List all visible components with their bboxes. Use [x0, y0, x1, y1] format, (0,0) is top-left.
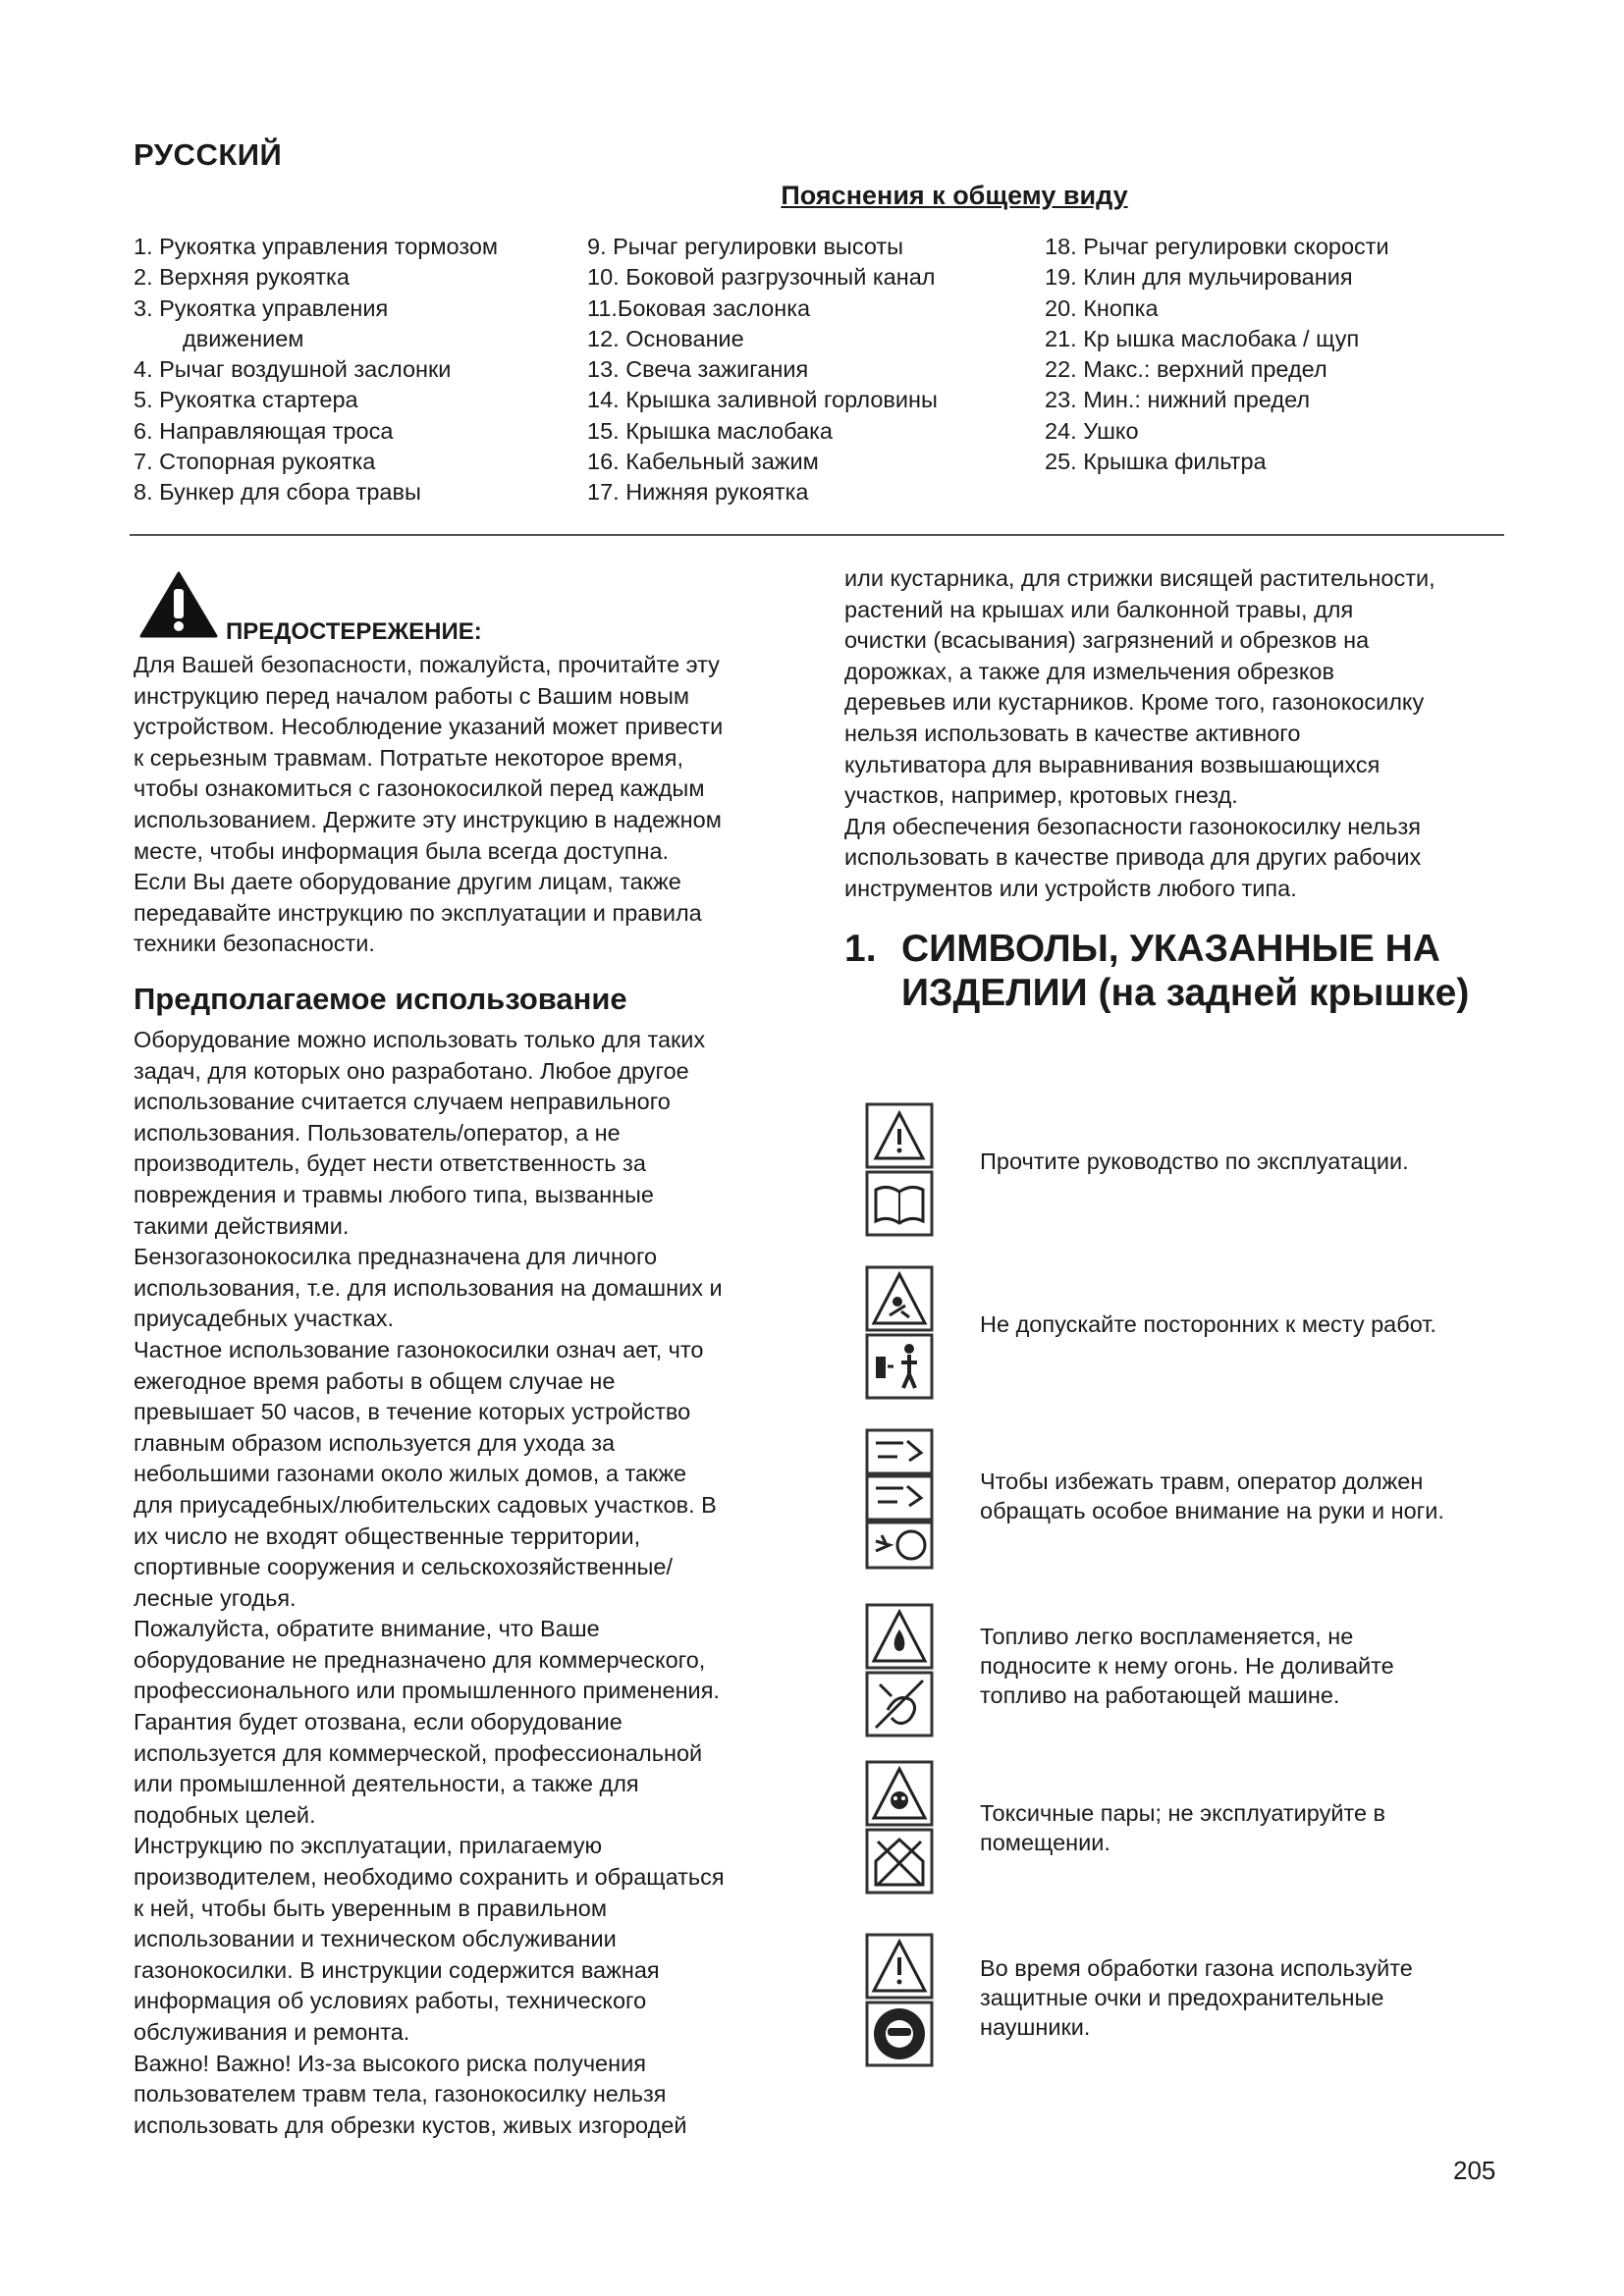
- legend-item: 14. Крышка заливной горловины: [587, 387, 938, 413]
- section-divider: [130, 534, 1504, 536]
- hands-feet-hazard-icon: [864, 1427, 935, 1571]
- read-manual-icon: [864, 1101, 935, 1239]
- legend-item: 19. Клин для мульчирования: [1045, 264, 1353, 291]
- text-line: обращать особое внимание на руки и ноги.: [980, 1498, 1444, 1523]
- text-line: использования. Пользователь/оператор, а не: [134, 1119, 621, 1146]
- page-number: 205: [1453, 2156, 1496, 2185]
- text-line: Инструкцию по эксплуатации, прилагаемую: [134, 1833, 603, 1859]
- text-line: повреждения и травмы любого типа, вызванные: [134, 1181, 654, 1207]
- text-line: наушники.: [980, 2014, 1091, 2040]
- text-line: инструментов или устройств любого типа.: [844, 875, 1297, 901]
- toxic-fumes-icon: [864, 1759, 935, 1896]
- legend-item: 9. Рычаг регулировки высоты: [587, 234, 904, 259]
- text-line: задач, для которых оно разработано. Любое другое: [134, 1057, 689, 1084]
- symbol-description: [980, 1147, 1510, 1176]
- legend-item: 5. Рукоятка стартера: [134, 387, 358, 413]
- text-line: Прочтите руководство по эксплуатации.: [980, 1148, 1409, 1174]
- text-line: дорожках, а также для измельчения обрезков: [844, 658, 1334, 684]
- text-line: использование считается случаем неправильного: [134, 1089, 671, 1115]
- legend-item: 11.Боковая заслонка: [587, 294, 811, 321]
- legend-column-2: [587, 232, 938, 508]
- legend-item: 16. Кабельный зажим: [587, 449, 819, 475]
- text-line: газонокосилки. В инструкции содержится важная: [134, 1956, 660, 1983]
- legend-item: 25. Крышка фильтра: [1045, 449, 1267, 475]
- legend-column-3: [1045, 232, 1389, 477]
- text-line: Чтобы избежать травм, оператор должен: [980, 1468, 1424, 1494]
- text-line: или кустарника, для стрижки висящей растительности,: [844, 565, 1435, 591]
- text-line: спортивные сооружения и сельскохозяйственные/: [134, 1554, 673, 1580]
- text-line: Оборудование можно использовать только для таких: [134, 1027, 706, 1052]
- text-line: для приусадебных/любительских садовых участков. В: [134, 1491, 717, 1518]
- text-line: использовать в качестве привода для других рабочих: [844, 844, 1422, 871]
- text-line: Гарантия будет отозвана, если оборудование: [134, 1709, 623, 1735]
- text-line: культиватора для выравнивания возвышающихся: [844, 751, 1380, 777]
- legend-item: 15. Крышка маслобака: [587, 417, 833, 444]
- text-line: профессионального или промышленного применения.: [134, 1678, 720, 1704]
- continuation-paragraph: [844, 563, 1508, 905]
- text-line: оборудование не предназначено для коммерческого,: [134, 1646, 706, 1673]
- text-line: Во время обработки газона используйте: [980, 1955, 1413, 1981]
- symbol-description: [980, 1953, 1510, 2042]
- legend-item: движением: [183, 325, 304, 351]
- legend-item: 2. Верхняя рукоятка: [134, 264, 350, 291]
- intended-use-paragraph: [134, 1025, 791, 2141]
- symbol-description: [980, 1309, 1510, 1339]
- legend-item: 13. Свеча зажигания: [587, 356, 809, 383]
- warning-paragraph: [134, 650, 791, 960]
- text-line: защитные очки и предохранительные: [980, 1985, 1384, 2010]
- text-line: месте, чтобы информация была всегда доступна.: [134, 837, 670, 864]
- text-line: главным образом используется для ухода за: [134, 1429, 616, 1456]
- text-line: к ней, чтобы быть уверенным в правильном: [134, 1895, 607, 1921]
- text-line: участков, например, кротовых гнезд.: [844, 782, 1238, 809]
- text-line: обслуживания и ремонта.: [134, 2019, 410, 2045]
- text-line: растений на крышах или балконной травы, для: [844, 596, 1354, 622]
- text-line: инструкцию перед началом работы с Вашим новым: [134, 682, 690, 709]
- text-line: Токсичные пары; не эксплуатируйте в: [980, 1800, 1386, 1826]
- legend-item: 8. Бункер для сбора травы: [134, 479, 421, 506]
- text-line: чтобы ознакомиться с газонокосилкой перед каждым: [134, 775, 705, 802]
- legend-item: 6. Направляющая троса: [134, 417, 394, 444]
- symbol-description: [980, 1622, 1510, 1710]
- text-line: Частное использование газонокосилки означ ает, что: [134, 1336, 704, 1362]
- text-line: Бензогазонокосилка предназначена для личного: [134, 1244, 658, 1270]
- text-line: использования, т.е. для использования на домашних и: [134, 1274, 723, 1301]
- legend-item: 21. Кр ышка маслобака / щуп: [1045, 325, 1360, 351]
- legend-item: 7. Стопорная рукоятка: [134, 449, 376, 475]
- symbol-description: [980, 1798, 1510, 1857]
- text-line: к серьезным травмам. Потратьте некоторое время,: [134, 744, 683, 771]
- text-line: Топливо легко воспламеняется, не: [980, 1624, 1354, 1649]
- text-line: используется для коммерческой, профессиональной: [134, 1739, 703, 1766]
- text-line: ежегодное время работы в общем случае не: [134, 1367, 616, 1394]
- flammable-fuel-icon: [864, 1602, 935, 1739]
- legend-item: 22. Макс.: верхний предел: [1045, 356, 1327, 383]
- warning-triangle-icon: [139, 571, 218, 638]
- legend-item: 23. Мин.: нижний предел: [1045, 387, 1311, 413]
- text-line: Для Вашей безопасности, пожалуйста, прочитайте эту: [134, 652, 720, 677]
- legend-item: 20. Кнопка: [1045, 294, 1159, 321]
- text-line: Если Вы даете оборудование другим лицам, также: [134, 869, 681, 895]
- keep-bystanders-away-icon: [864, 1264, 935, 1402]
- text-line: Пожалуйста, обратите внимание, что Ваше: [134, 1616, 600, 1642]
- text-line: использованием. Держите эту инструкцию в надежном: [134, 806, 722, 832]
- text-line: использовании и техническом обслуживании: [134, 1926, 617, 1952]
- text-line: подносите к нему огонь. Не доливайте: [980, 1653, 1394, 1679]
- legend-item: 18. Рычаг регулировки скорости: [1045, 234, 1389, 259]
- text-line: приусадебных участках.: [134, 1306, 395, 1332]
- text-line: нельзя использовать в качестве активного: [844, 720, 1301, 746]
- text-line: или промышленной деятельности, а также для: [134, 1771, 639, 1797]
- text-line: использовать для обрезки кустов, живых изгородей: [134, 2111, 687, 2138]
- text-line: лесные угодья.: [134, 1584, 297, 1611]
- legend-item: 1. Рукоятка управления тормозом: [134, 234, 499, 259]
- legend-title: Пояснения к общему виду: [781, 181, 1128, 210]
- text-line: небольшими газонами около жилых домов, а также: [134, 1461, 687, 1487]
- legend-item: 17. Нижняя рукоятка: [587, 479, 809, 506]
- text-line: подобных целей.: [134, 1801, 316, 1828]
- section-title: СИМВОЛЫ, УКАЗАННЫЕ НА ИЗДЕЛИИ (на задней крышке): [901, 928, 1470, 1014]
- section-number: 1.: [844, 928, 877, 970]
- text-line: превышает 50 часов, в течение которых устройство: [134, 1399, 691, 1425]
- text-line: Для обеспечения безопасности газонокосилку нельзя: [844, 813, 1421, 839]
- legend-column-1: [134, 232, 498, 508]
- text-line: топливо на работающей машине.: [980, 1682, 1340, 1708]
- text-line: устройством. Несоблюдение указаний может привести: [134, 714, 724, 740]
- text-line: производитель, будет нести ответственность за: [134, 1150, 646, 1177]
- intended-use-heading: Предполагаемое использование: [134, 982, 627, 1016]
- legend-item: 3. Рукоятка управления: [134, 294, 389, 321]
- legend-item: 12. Основание: [587, 325, 744, 351]
- text-line: техники безопасности.: [134, 931, 375, 957]
- text-line: такими действиями.: [134, 1212, 350, 1239]
- legend-item: 4. Рычаг воздушной заслонки: [134, 356, 452, 383]
- text-line: Не допускайте посторонних к месту работ.: [980, 1311, 1436, 1337]
- language-header: РУССКИЙ: [134, 137, 283, 172]
- legend-item: 10. Боковой разгрузочный канал: [587, 264, 936, 291]
- warning-label: ПРЕДОСТЕРЕЖЕНИЕ:: [226, 618, 482, 645]
- symbol-description: [980, 1467, 1510, 1525]
- legend-item: 24. Ушко: [1045, 417, 1139, 444]
- text-line: помещении.: [980, 1830, 1110, 1855]
- text-line: Важно! Важно! Из-за высокого риска получения: [134, 2050, 646, 2076]
- text-line: пользователем травм тела, газонокосилку нельзя: [134, 2081, 667, 2108]
- text-line: передавайте инструкцию по эксплуатации и правила: [134, 899, 702, 926]
- text-line: информация об условиях работы, технического: [134, 1988, 647, 2014]
- eye-ear-protection-icon: [864, 1932, 935, 2069]
- text-line: их число не входят общественные территории,: [134, 1522, 641, 1549]
- text-line: деревьев или кустарников. Кроме того, газонокосилку: [844, 689, 1425, 716]
- text-line: очистки (всасывания) загрязнений и обрезков на: [844, 627, 1370, 654]
- text-line: производителем, необходимо сохранить и обращаться: [134, 1864, 725, 1891]
